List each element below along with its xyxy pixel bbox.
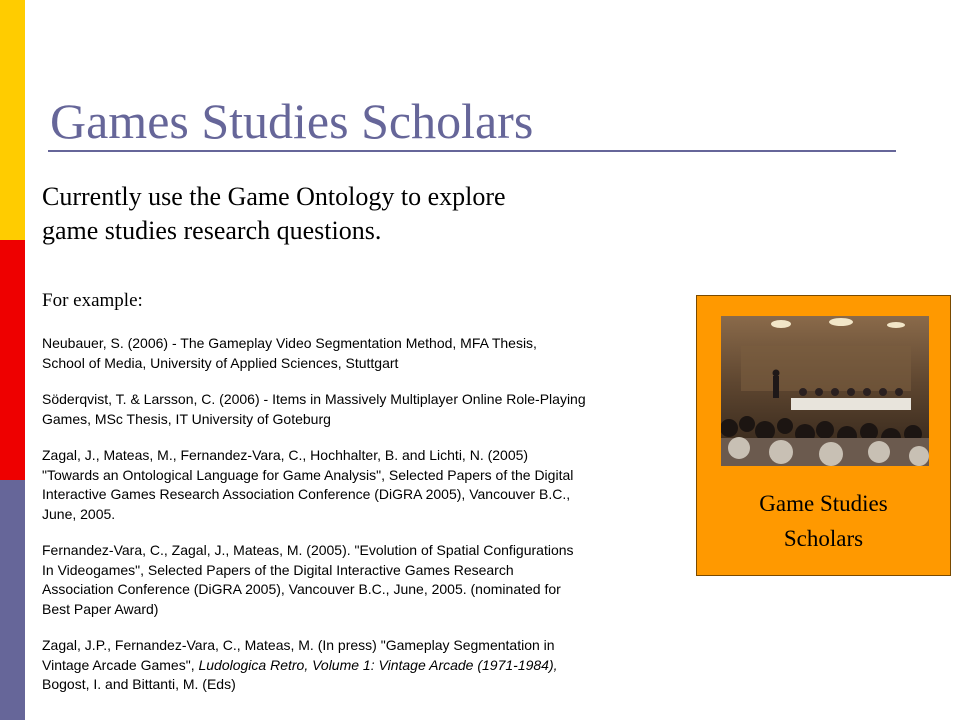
reference-line: "Towards an Ontological Language for Game Analysis", Selected Papers of the Digital [42,466,574,483]
reference-item [42,446,682,524]
sidebar-accent-blue [0,480,25,720]
intro-text [42,180,682,248]
reference-text: Vintage Arcade Games", [42,656,195,673]
sidebar-accent-red [0,240,25,480]
reference-list [42,334,682,712]
caption-line: Scholars [783,526,864,551]
reference-line: June, 2005. [42,505,116,522]
slide-title: Games Studies Scholars [50,93,534,149]
sidebar-accent-yellow [0,0,25,240]
caption-line: Game Studies [759,491,888,516]
example-label: For example: [42,290,143,311]
title-underline [48,150,896,152]
reference-italic-title: Ludologica Retro, Volume 1: Vintage Arcade (1971-1984), [198,656,558,673]
reference-line: Zagal, J.P., Fernandez-Vara, C., Mateas, M. (In press) "Gameplay Segmentation in [42,637,555,653]
reference-item [42,541,682,619]
conference-photo-graphic [721,316,929,466]
reference-line: Söderqvist, T. & Larsson, C. (2006) - Items in Massively Multiplayer Online Role-Playing [42,391,586,407]
reference-line: Interactive Games Research Association Conference (DiGRA 2005), Vancouver B.C., [42,486,571,502]
conference-photo-icon [721,316,929,466]
photo-caption [697,486,950,556]
intro-line: game studies research questions. [42,216,382,245]
reference-line: School of Media, University of Applied Sciences, Stuttgart [42,354,399,371]
reference-line: Neubauer, S. (2006) - The Gameplay Video Segmentation Method, MFA Thesis, [42,335,537,351]
reference-item [42,334,682,373]
reference-line: Best Paper Award) [42,600,159,617]
reference-line: Games, MSc Thesis, IT University of Goteburg [42,410,331,427]
reference-item [42,636,682,695]
reference-line: Zagal, J., Mateas, M., Fernandez-Vara, C., Hochhalter, B. and Lichti, N. (2005) [42,447,529,463]
intro-line: Currently use the Game Ontology to explore [42,182,506,211]
reference-line [42,656,682,676]
photo-card [696,295,951,576]
reference-line: Association Conference (DiGRA 2005), Vancouver B.C., June, 2005. (nominated for [42,581,561,597]
reference-item [42,390,682,429]
reference-line: Fernandez-Vara, C., Zagal, J., Mateas, M. (2005). "Evolution of Spatial Configurations [42,542,574,558]
reference-line: In Videogames", Selected Papers of the Digital Interactive Games Research [42,561,514,578]
reference-line: Bogost, I. and Bittanti, M. (Eds) [42,676,236,692]
